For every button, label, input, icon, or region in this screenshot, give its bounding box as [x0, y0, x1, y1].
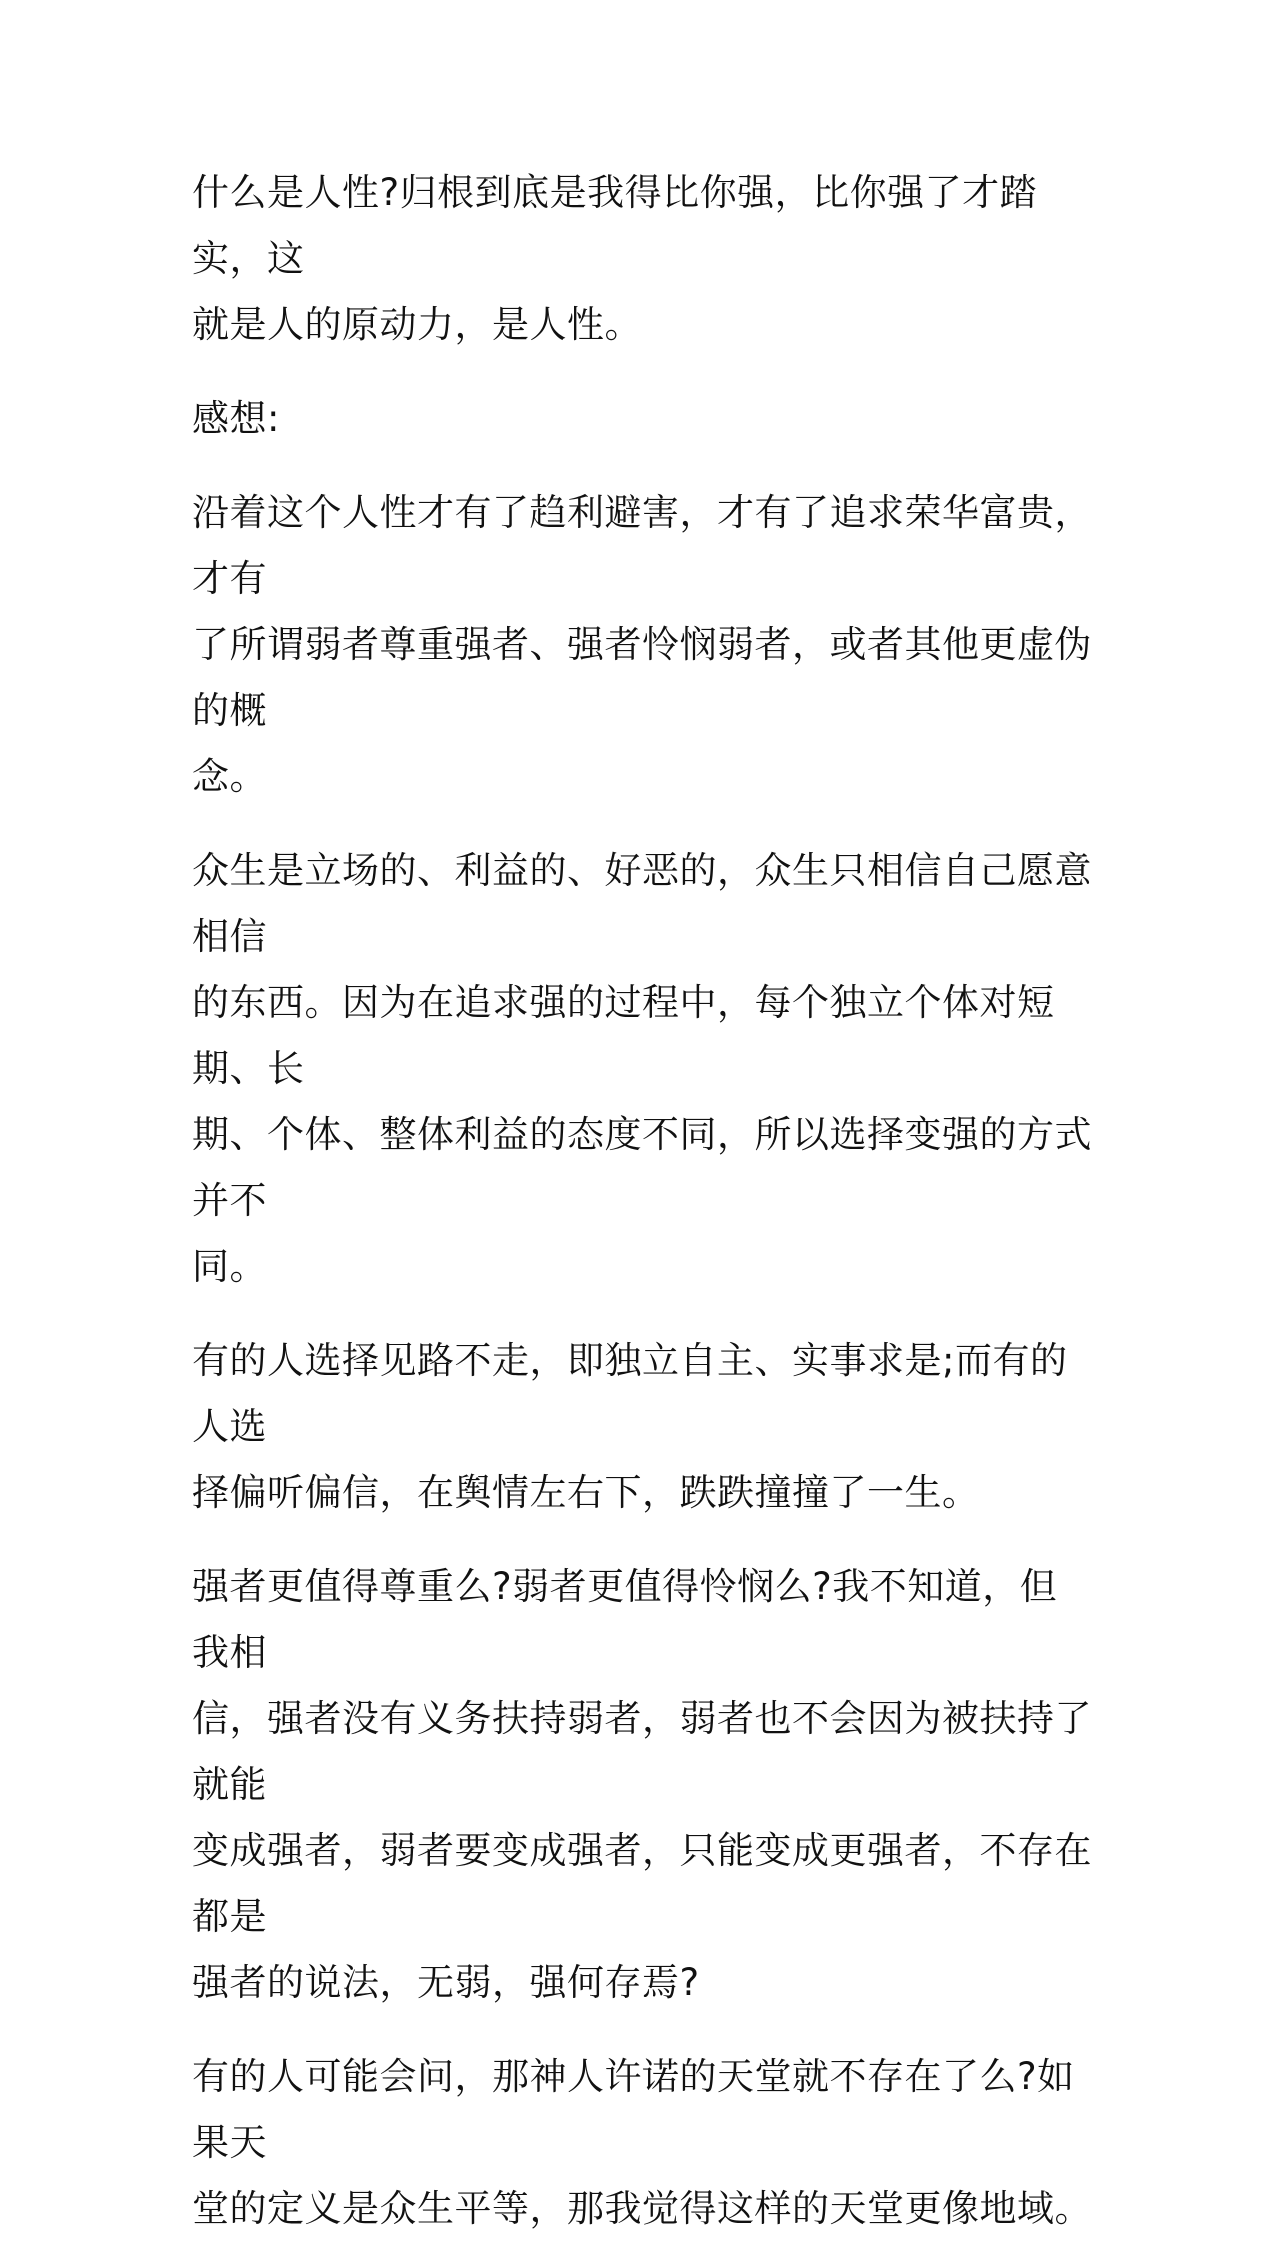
- paragraph-reflection-heading: 感想:: [192, 397, 280, 440]
- paragraph-seek-profit: 沿着这个人性才有了趋利避害，才有了追求荣华富贵，才有 了所谓弱者尊重强者、强者怜悯弱者，或者其他更虚伪的概 念。: [192, 491, 1092, 798]
- paragraph-strong-and-weak: 强者更值得尊重么?弱者更值得怜悯么?我不知道，但我相 信，强者没有义务扶持弱者，弱者也不会因为被扶持了就能 变成强者，弱者要变成强者，只能变成更强者，不存在都是 强者的说法，无弱，强何存焉?: [192, 1565, 1092, 2004]
- article-body: [192, 160, 1092, 2242]
- paragraph-heaven: 有的人可能会问，那神人许诺的天堂就不存在了么?如果天 堂的定义是众生平等，那我觉得这样的天堂更像地域。: [192, 2055, 1092, 2230]
- paragraph-choices: 有的人选择见路不走，即独立自主、实事求是;而有的人选 择偏听偏信，在舆情左右下，跌跌撞撞了一生。: [192, 1339, 1068, 1514]
- paragraph-sentient-beings: 众生是立场的、利益的、好恶的，众生只相信自己愿意相信 的东西。因为在追求强的过程中，每个独立个体对短期、长 期、个体、整体利益的态度不同，所以选择变强的方式并不 同。: [192, 849, 1092, 1288]
- paragraph-human-nature: 什么是人性?归根到底是我得比你强，比你强了才踏实，这 就是人的原动力，是人性。: [192, 171, 1038, 346]
